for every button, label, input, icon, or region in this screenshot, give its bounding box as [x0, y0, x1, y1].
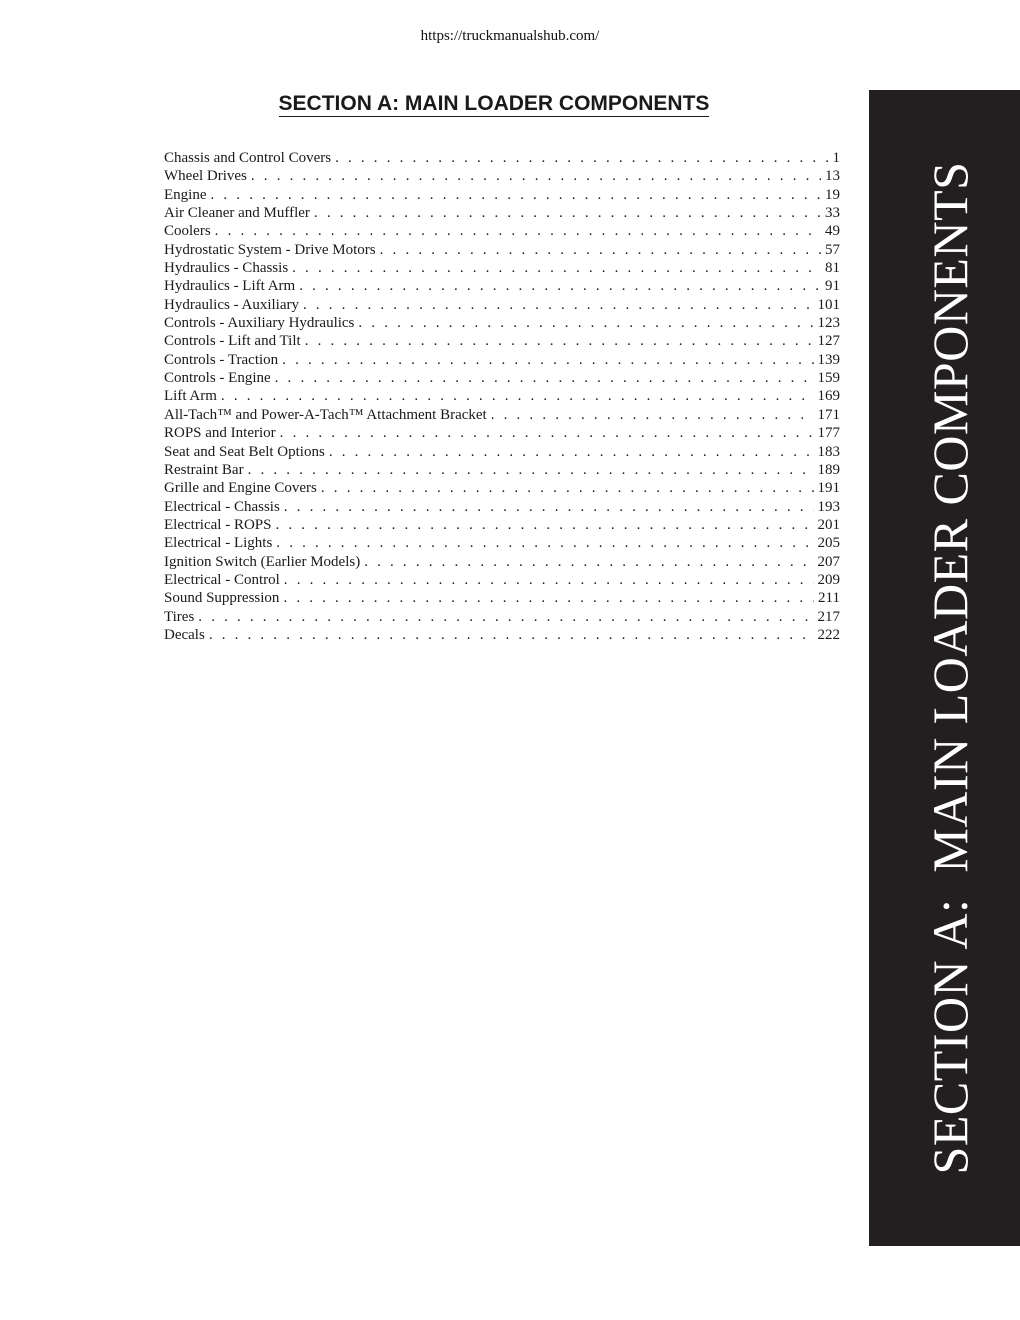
toc-entry[interactable] [164, 589, 840, 607]
toc-dot-leader [215, 222, 821, 240]
toc-dot-leader [284, 498, 814, 516]
toc-entry[interactable] [164, 553, 840, 571]
toc-entry[interactable] [164, 149, 840, 167]
toc-entry[interactable] [164, 516, 840, 534]
toc-dot-leader [276, 534, 813, 552]
toc-entry[interactable] [164, 351, 840, 369]
toc-dot-leader [491, 406, 814, 424]
toc-dot-leader [321, 479, 814, 497]
toc-entry-page-number: 49 [825, 223, 840, 240]
toc-entry-page-number: 101 [817, 296, 840, 313]
toc-entry-title: Decals [164, 626, 205, 643]
toc-entry-title: Hydraulics - Auxiliary [164, 296, 299, 313]
page-title-text: SECTION A: MAIN LOADER COMPONENTS [278, 92, 710, 115]
toc-entry[interactable] [164, 571, 840, 589]
toc-entry-page-number: 211 [818, 590, 840, 607]
toc-entry[interactable] [164, 387, 840, 405]
toc-entry-page-number: 205 [817, 535, 840, 552]
toc-entry-page-number: 33 [825, 205, 840, 222]
toc-entry[interactable] [164, 277, 840, 295]
toc-entry-title: Ignition Switch (Earlier Models) [164, 553, 361, 570]
toc-dot-leader [314, 204, 821, 222]
toc-entry[interactable] [164, 296, 840, 314]
toc-entry[interactable] [164, 479, 840, 497]
table-of-contents [164, 149, 840, 644]
toc-entry-title: Hydraulics - Chassis [164, 260, 289, 277]
toc-dot-leader [198, 608, 813, 626]
toc-dot-leader [251, 167, 821, 185]
toc-entry-title: Electrical - Chassis [164, 498, 280, 515]
toc-entry-page-number: 183 [817, 443, 840, 460]
toc-entry-title: Seat and Seat Belt Options [164, 443, 325, 460]
toc-entry-page-number: 57 [825, 241, 840, 258]
toc-entry-title: All-Tach™ and Power-A-Tach™ Attachment Bracket [164, 406, 487, 423]
toc-entry-page-number: 123 [817, 315, 840, 332]
toc-entry[interactable] [164, 461, 840, 479]
toc-dot-leader [248, 461, 814, 479]
toc-entry-title: Hydrostatic System - Drive Motors [164, 241, 376, 258]
toc-dot-leader [358, 314, 813, 332]
toc-entry-page-number: 171 [817, 406, 840, 423]
toc-entry-title: Grille and Engine Covers [164, 480, 317, 497]
toc-entry-page-number: 191 [817, 480, 840, 497]
toc-entry-page-number: 127 [817, 333, 840, 350]
toc-entry-title: Engine [164, 186, 207, 203]
toc-entry[interactable] [164, 498, 840, 516]
toc-entry-page-number: 222 [817, 626, 840, 643]
toc-entry[interactable] [164, 534, 840, 552]
toc-entry-title: Electrical - Control [164, 571, 280, 588]
toc-entry-page-number: 217 [817, 608, 840, 625]
toc-entry-page-number: 169 [817, 388, 840, 405]
toc-entry-title: Controls - Traction [164, 351, 279, 368]
toc-dot-leader [380, 241, 821, 259]
toc-entry-page-number: 177 [817, 425, 840, 442]
toc-entry-title: Air Cleaner and Muffler [164, 205, 310, 222]
toc-dot-leader [329, 443, 814, 461]
toc-dot-leader [305, 332, 814, 350]
toc-entry-page-number: 139 [817, 351, 840, 368]
toc-entry[interactable] [164, 424, 840, 442]
toc-entry-page-number: 201 [817, 516, 840, 533]
toc-entry-title: Controls - Lift and Tilt [164, 333, 301, 350]
toc-dot-leader [211, 186, 822, 204]
toc-dot-leader [364, 553, 813, 571]
toc-entry[interactable] [164, 332, 840, 350]
toc-entry-page-number: 193 [817, 498, 840, 515]
toc-entry-title: ROPS and Interior [164, 425, 276, 442]
toc-entry[interactable] [164, 314, 840, 332]
toc-entry[interactable] [164, 406, 840, 424]
toc-dot-leader [280, 424, 814, 442]
toc-entry-title: Sound Suppression [164, 590, 280, 607]
toc-dot-leader [299, 277, 821, 295]
toc-entry-page-number: 189 [817, 461, 840, 478]
toc-entry-page-number: 1 [832, 150, 840, 166]
toc-entry[interactable] [164, 259, 840, 277]
page-title [0, 92, 988, 116]
toc-dot-leader [292, 259, 821, 277]
toc-entry[interactable] [164, 186, 840, 204]
header-url: https://truckmanualshub.com/ [420, 28, 600, 44]
toc-dot-leader [282, 351, 813, 369]
toc-entry-title: Controls - Engine [164, 370, 271, 387]
toc-entry-page-number: 207 [817, 553, 840, 570]
toc-entry-page-number: 13 [825, 168, 840, 185]
toc-entry[interactable] [164, 241, 840, 259]
toc-dot-leader [284, 571, 814, 589]
toc-entry-title: Tires [164, 608, 195, 625]
toc-entry-page-number: 209 [817, 571, 840, 588]
toc-entry-title: Lift Arm [164, 388, 217, 405]
toc-dot-leader [221, 387, 814, 405]
toc-entry-page-number: 159 [817, 370, 840, 387]
toc-entry-title: Chassis and Control Covers [164, 150, 332, 166]
toc-entry[interactable] [164, 167, 840, 185]
toc-entry-title: Coolers [164, 223, 211, 240]
toc-dot-leader [335, 149, 828, 167]
toc-entry[interactable] [164, 608, 840, 626]
toc-dot-leader [303, 296, 814, 314]
toc-entry-title: Restraint Bar [164, 461, 244, 478]
toc-dot-leader [275, 516, 813, 534]
toc-entry-page-number: 19 [825, 186, 840, 203]
toc-entry-page-number: 91 [825, 278, 840, 295]
toc-dot-leader [283, 589, 814, 607]
toc-entry[interactable] [164, 443, 840, 461]
toc-dot-leader [209, 626, 814, 644]
toc-entry-title: Hydraulics - Lift Arm [164, 278, 296, 295]
toc-entry[interactable] [164, 204, 840, 222]
toc-entry[interactable] [164, 222, 840, 240]
toc-entry[interactable] [164, 626, 840, 644]
toc-entry-title: Electrical - ROPS [164, 516, 272, 533]
toc-entry-title: Controls - Auxiliary Hydraulics [164, 315, 355, 332]
toc-dot-leader [275, 369, 814, 387]
section-side-tab-label: SECTION A: MAIN LOADER COMPONENTS [922, 161, 978, 1175]
toc-entry-title: Wheel Drives [164, 168, 247, 185]
toc-entry[interactable] [164, 369, 840, 387]
toc-entry-title: Electrical - Lights [164, 535, 273, 552]
toc-entry-page-number: 81 [825, 260, 840, 277]
